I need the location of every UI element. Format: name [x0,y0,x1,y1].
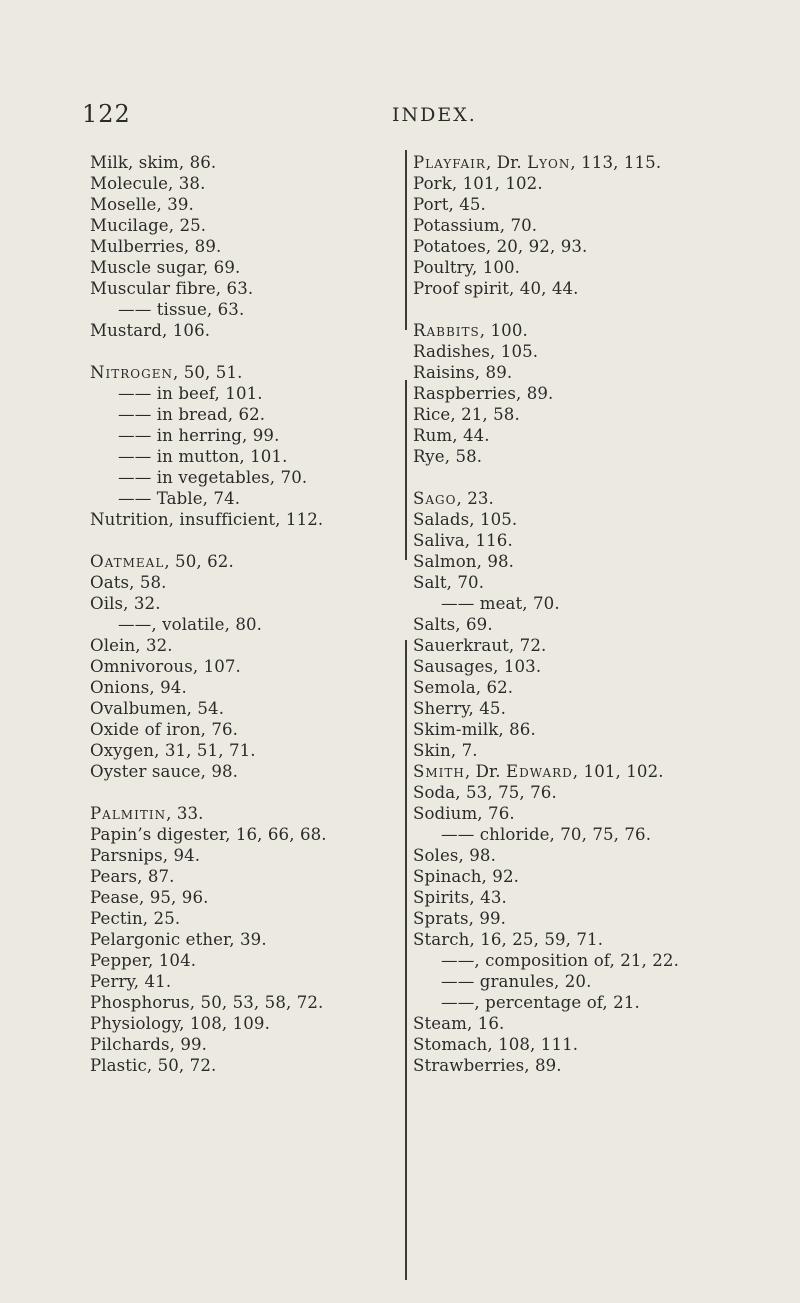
entry-text: Pease, 95, 96. [90,888,209,907]
entry-text: —— granules, 20. [441,972,592,991]
index-subentry [90,467,410,488]
index-subentry [90,299,410,320]
entry-text: Pork, 101, 102. [413,174,543,193]
entry-text: Poultry, 100. [413,258,521,277]
index-entry [413,194,798,215]
index-entry [90,215,410,236]
index-entry [413,320,798,341]
entry-text: Stomach, 108, 111. [413,1035,579,1054]
entry-text: , 23. [456,489,494,508]
entry-text: , Dr. [464,762,506,781]
index-entry [413,341,798,362]
entry-text: Papin’s digester, 16, 66, 68. [90,825,327,844]
index-entry [90,719,410,740]
entry-text: —— meat, 70. [441,594,560,613]
index-entry [413,215,798,236]
entry-text: Mucilage, 25. [90,216,207,235]
index-entry [90,740,410,761]
index-entry [413,1034,798,1055]
entry-text: ——, composition of, 21, 22. [441,951,679,970]
entry-text: , 50, 62. [164,552,234,571]
index-subentry [413,950,798,971]
index-entry [413,803,798,824]
index-entry [90,635,410,656]
index-subentry [90,446,410,467]
entry-text: Oxide of iron, 76. [90,720,239,739]
index-section [90,803,410,1076]
index-entry [413,383,798,404]
entry-heading-word: Oatmeal [90,552,165,571]
index-entry [90,677,410,698]
index-entry [413,845,798,866]
index-subentry [413,992,798,1013]
entry-text: Potassium, 70. [413,216,538,235]
entry-text: —— Table, 74. [118,489,241,508]
index-entry [90,278,410,299]
entry-heading-word: Edward [506,762,573,781]
entry-text: Starch, 16, 25, 59, 71. [413,930,604,949]
entry-text: —— tissue, 63. [118,300,245,319]
index-entry [413,488,798,509]
entry-text: Molecule, 38. [90,174,206,193]
left-index-column [90,152,410,1097]
entry-text: Onions, 94. [90,678,187,697]
entry-text: Phosphorus, 50, 53, 58, 72. [90,993,324,1012]
index-entry [90,1055,410,1076]
entry-text: Spinach, 92. [413,867,519,886]
entry-text: Saliva, 116. [413,531,513,550]
index-entry [90,698,410,719]
index-entry [90,152,410,173]
entry-text: Parsnips, 94. [90,846,201,865]
entry-text: Pears, 87. [90,867,175,886]
entry-text: Spirits, 43. [413,888,507,907]
index-entry [90,929,410,950]
index-entry [90,173,410,194]
index-entry [90,971,410,992]
entry-text: Muscular fibre, 63. [90,279,254,298]
entry-text: ——, percentage of, 21. [441,993,640,1012]
index-entry [90,1013,410,1034]
entry-text: Salads, 105. [413,510,518,529]
index-section [413,152,798,299]
index-entry [413,257,798,278]
entry-text: Ovalbumen, 54. [90,699,225,718]
entry-text: Sprats, 99. [413,909,507,928]
entry-heading-word: Nitrogen [90,363,173,382]
index-entry [90,908,410,929]
entry-text: —— in mutton, 101. [118,447,288,466]
index-entry [90,950,410,971]
index-entry [90,593,410,614]
index-section [413,320,798,467]
entry-text: Nutrition, insufficient, 112. [90,510,324,529]
entry-text: Omnivorous, 107. [90,657,241,676]
entry-text: Mulberries, 89. [90,237,222,256]
index-subentry [90,404,410,425]
index-entry [413,362,798,383]
entry-text: Rum, 44. [413,426,490,445]
index-entry [413,908,798,929]
entry-text: Salmon, 98. [413,552,515,571]
entry-text: Proof spirit, 40, 44. [413,279,579,298]
page-header [0,100,800,140]
entry-text: , 50, 51. [172,363,243,382]
page-number: 122 [82,100,131,128]
entry-heading-word: Sago [413,489,457,508]
index-subentry [90,425,410,446]
index-entry [413,173,798,194]
index-entry [413,761,798,782]
entry-heading-word: Rabbits [413,321,480,340]
entry-text: Strawberries, 89. [413,1056,562,1075]
index-entry [90,992,410,1013]
entry-text: Oxygen, 31, 51, 71. [90,741,256,760]
index-entry [90,320,410,341]
index-entry [413,152,798,173]
entry-text: Skim-milk, 86. [413,720,536,739]
index-entry [413,530,798,551]
entry-text: , Dr. [485,153,528,172]
index-entry [413,719,798,740]
index-entry [413,509,798,530]
index-entry [90,572,410,593]
entry-text: —— in bread, 62. [118,405,266,424]
entry-text: Sherry, 45. [413,699,506,718]
entry-text: ——, volatile, 80. [118,615,263,634]
index-section [90,362,410,530]
index-subentry [90,488,410,509]
index-entry [413,551,798,572]
entry-text: Skin, 7. [413,741,478,760]
entry-text: Pectin, 25. [90,909,181,928]
index-entry [90,803,410,824]
entry-text: Raspberries, 89. [413,384,554,403]
entry-text: —— in beef, 101. [118,384,263,403]
running-title: INDEX. [392,104,477,126]
entry-text: Oyster sauce, 98. [90,762,239,781]
entry-text: Sauerkraut, 72. [413,636,547,655]
entry-heading-word: Playfair [413,153,486,172]
index-section [413,488,798,1076]
entry-text: Mustard, 106. [90,321,211,340]
index-entry [90,194,410,215]
index-entry [413,656,798,677]
index-subentry [413,971,798,992]
index-subentry [413,593,798,614]
entry-text: Oils, 32. [90,594,161,613]
entry-text: Rye, 58. [413,447,483,466]
entry-text: —— chloride, 70, 75, 76. [441,825,652,844]
entry-text: Radishes, 105. [413,342,539,361]
entry-text: Salt, 70. [413,573,485,592]
entry-text: Steam, 16. [413,1014,505,1033]
index-subentry [90,614,410,635]
index-entry [413,635,798,656]
entry-text: Potatoes, 20, 92, 93. [413,237,588,256]
entry-text: Milk, skim, 86. [90,153,217,172]
index-entry [413,278,798,299]
entry-heading-word: Palmitin [90,804,167,823]
entry-text: Pilchards, 99. [90,1035,208,1054]
entry-text: Sausages, 103. [413,657,542,676]
index-subentry [413,824,798,845]
index-section [90,551,410,782]
entry-text: Soda, 53, 75, 76. [413,783,557,802]
index-entry [413,236,798,257]
entry-text: , 100. [479,321,528,340]
entry-text: Muscle sugar, 69. [90,258,241,277]
entry-text: Soles, 98. [413,846,496,865]
entry-text: Port, 45. [413,195,486,214]
index-entry [413,782,798,803]
index-entry [413,887,798,908]
index-entry [90,656,410,677]
entry-text: Oats, 58. [90,573,167,592]
entry-text: Rice, 21, 58. [413,405,520,424]
index-entry [90,509,410,530]
entry-text: Pelargonic ether, 39. [90,930,267,949]
index-entry [90,257,410,278]
entry-text: Salts, 69. [413,615,493,634]
index-entry [413,677,798,698]
entry-text: Moselle, 39. [90,195,194,214]
index-entry [413,614,798,635]
index-entry [413,866,798,887]
entry-text: Raisins, 89. [413,363,513,382]
index-entry [90,362,410,383]
entry-text: Perry, 41. [90,972,172,991]
index-entry [413,1055,798,1076]
index-subentry [90,383,410,404]
entry-text: Sodium, 76. [413,804,515,823]
entry-text: , 113, 115. [570,153,662,172]
index-entry [413,1013,798,1034]
entry-text: , 101, 102. [572,762,664,781]
entry-text: , 33. [166,804,204,823]
entry-text: Semola, 62. [413,678,514,697]
index-entry [413,698,798,719]
index-entry [90,761,410,782]
index-entry [413,740,798,761]
entry-heading-word: Lyon [527,153,571,172]
index-entry [413,425,798,446]
entry-text: —— in herring, 99. [118,426,280,445]
entry-text: Physiology, 108, 109. [90,1014,270,1033]
entry-text: —— in vegetables, 70. [118,468,308,487]
index-entry [413,446,798,467]
index-entry [413,929,798,950]
index-section [90,152,410,341]
index-entry [90,551,410,572]
index-entry [90,845,410,866]
entry-text: Pepper, 104. [90,951,197,970]
index-entry [413,572,798,593]
right-index-column [413,152,798,1097]
index-entry [90,236,410,257]
entry-text: Olein, 32. [90,636,173,655]
index-entry [90,866,410,887]
index-entry [90,1034,410,1055]
index-entry [90,824,410,845]
index-entry [413,404,798,425]
entry-text: Plastic, 50, 72. [90,1056,217,1075]
entry-heading-word: Smith [413,762,465,781]
index-entry [90,887,410,908]
